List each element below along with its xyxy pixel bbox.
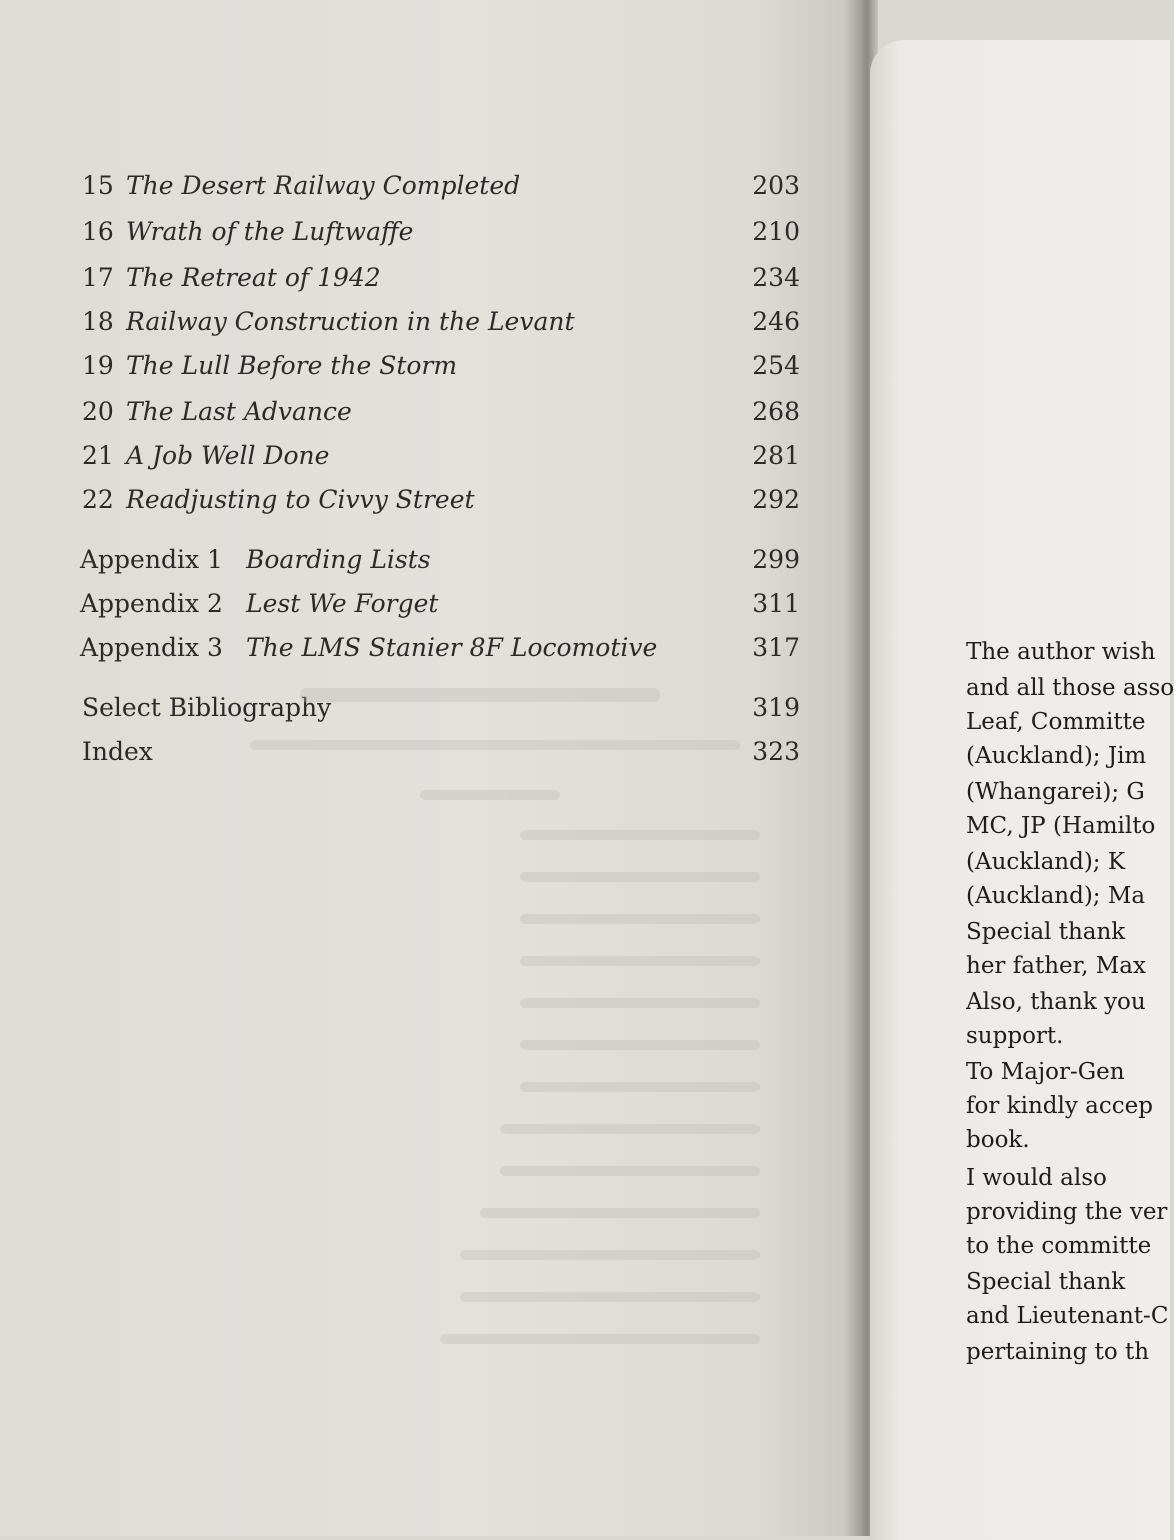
page-number: 281 bbox=[752, 441, 800, 470]
appendix-label: Appendix 1 bbox=[80, 545, 223, 574]
appendix-label: Appendix 3 bbox=[80, 633, 223, 662]
chapter-number: 20 bbox=[82, 397, 114, 426]
right-page-line: (Whangarei); G bbox=[966, 779, 1145, 805]
chapter-title: The Last Advance bbox=[126, 397, 352, 426]
bibliography-label: Select Bibliography bbox=[82, 693, 332, 722]
right-page-line: providing the ver bbox=[966, 1199, 1168, 1225]
right-page-line: Leaf, Committe bbox=[966, 709, 1146, 735]
chapter-number: 18 bbox=[82, 307, 114, 336]
right-page-line: for kindly accep bbox=[966, 1093, 1153, 1119]
right-page-line: her father, Max bbox=[966, 953, 1146, 979]
toc-row-chapter-17 bbox=[80, 260, 800, 296]
right-page-line: I would also bbox=[966, 1165, 1107, 1191]
right-page-line: to the committe bbox=[966, 1233, 1152, 1259]
page-number: 234 bbox=[752, 263, 800, 292]
page-number: 210 bbox=[752, 217, 800, 246]
toc-row-chapter-16 bbox=[80, 214, 800, 250]
page-number: 323 bbox=[752, 737, 800, 766]
page-number: 311 bbox=[752, 589, 800, 618]
toc-row-appendix-3 bbox=[80, 630, 800, 666]
toc-row-chapter-21 bbox=[80, 438, 800, 474]
page-number: 203 bbox=[752, 171, 800, 200]
right-page-line: Special thank bbox=[966, 919, 1126, 945]
right-page-line: MC, JP (Hamilto bbox=[966, 813, 1156, 839]
page-number: 319 bbox=[752, 693, 800, 722]
page-number: 292 bbox=[752, 485, 800, 514]
index-label: Index bbox=[82, 737, 153, 766]
right-page bbox=[870, 40, 1174, 1540]
chapter-number: 17 bbox=[82, 263, 114, 292]
chapter-title: The Desert Railway Completed bbox=[126, 171, 521, 200]
right-page-line: Also, thank you bbox=[966, 989, 1146, 1015]
page-number: 317 bbox=[752, 633, 800, 662]
chapter-title: A Job Well Done bbox=[126, 441, 330, 470]
appendix-title: Boarding Lists bbox=[246, 545, 431, 574]
toc-row-appendix-2 bbox=[80, 586, 800, 622]
right-page-line: book. bbox=[966, 1127, 1030, 1153]
page-number: 299 bbox=[752, 545, 800, 574]
right-page-line: Special thank bbox=[966, 1269, 1126, 1295]
page-number: 246 bbox=[752, 307, 800, 336]
toc-row-chapter-18 bbox=[80, 304, 800, 340]
right-page-line: support. bbox=[966, 1023, 1064, 1049]
toc-row-bibliography bbox=[80, 690, 800, 726]
right-page-line: and all those asso bbox=[966, 675, 1174, 701]
chapter-number: 19 bbox=[82, 351, 114, 380]
right-page-line: and Lieutenant-C bbox=[966, 1303, 1169, 1329]
right-page-line: (Auckland); Jim bbox=[966, 743, 1147, 769]
chapter-number: 15 bbox=[82, 171, 114, 200]
appendix-label: Appendix 2 bbox=[80, 589, 223, 618]
chapter-title: The Retreat of 1942 bbox=[126, 263, 381, 292]
right-page-line: To Major-Gen bbox=[966, 1059, 1125, 1085]
chapter-title: Wrath of the Luftwaffe bbox=[126, 217, 414, 246]
right-page-line: (Auckland); K bbox=[966, 849, 1126, 875]
page-number: 254 bbox=[752, 351, 800, 380]
right-page-line: (Auckland); Ma bbox=[966, 883, 1146, 909]
chapter-title: Readjusting to Civvy Street bbox=[126, 485, 475, 514]
toc-row-appendix-1 bbox=[80, 542, 800, 578]
chapter-number: 21 bbox=[82, 441, 114, 470]
page-number: 268 bbox=[752, 397, 800, 426]
chapter-number: 22 bbox=[82, 485, 114, 514]
toc-row-chapter-19 bbox=[80, 348, 800, 384]
toc-row-index bbox=[80, 734, 800, 770]
toc-row-chapter-22 bbox=[80, 482, 800, 518]
appendix-title: Lest We Forget bbox=[246, 589, 439, 618]
toc-row-chapter-15 bbox=[80, 168, 800, 204]
toc-row-chapter-20 bbox=[80, 394, 800, 430]
appendix-title: The LMS Stanier 8F Locomotive bbox=[246, 633, 658, 662]
right-page-line: pertaining to th bbox=[966, 1339, 1150, 1365]
chapter-title: Railway Construction in the Levant bbox=[126, 307, 575, 336]
chapter-title: The Lull Before the Storm bbox=[126, 351, 458, 380]
chapter-number: 16 bbox=[82, 217, 114, 246]
right-page-line: The author wish bbox=[966, 639, 1156, 665]
